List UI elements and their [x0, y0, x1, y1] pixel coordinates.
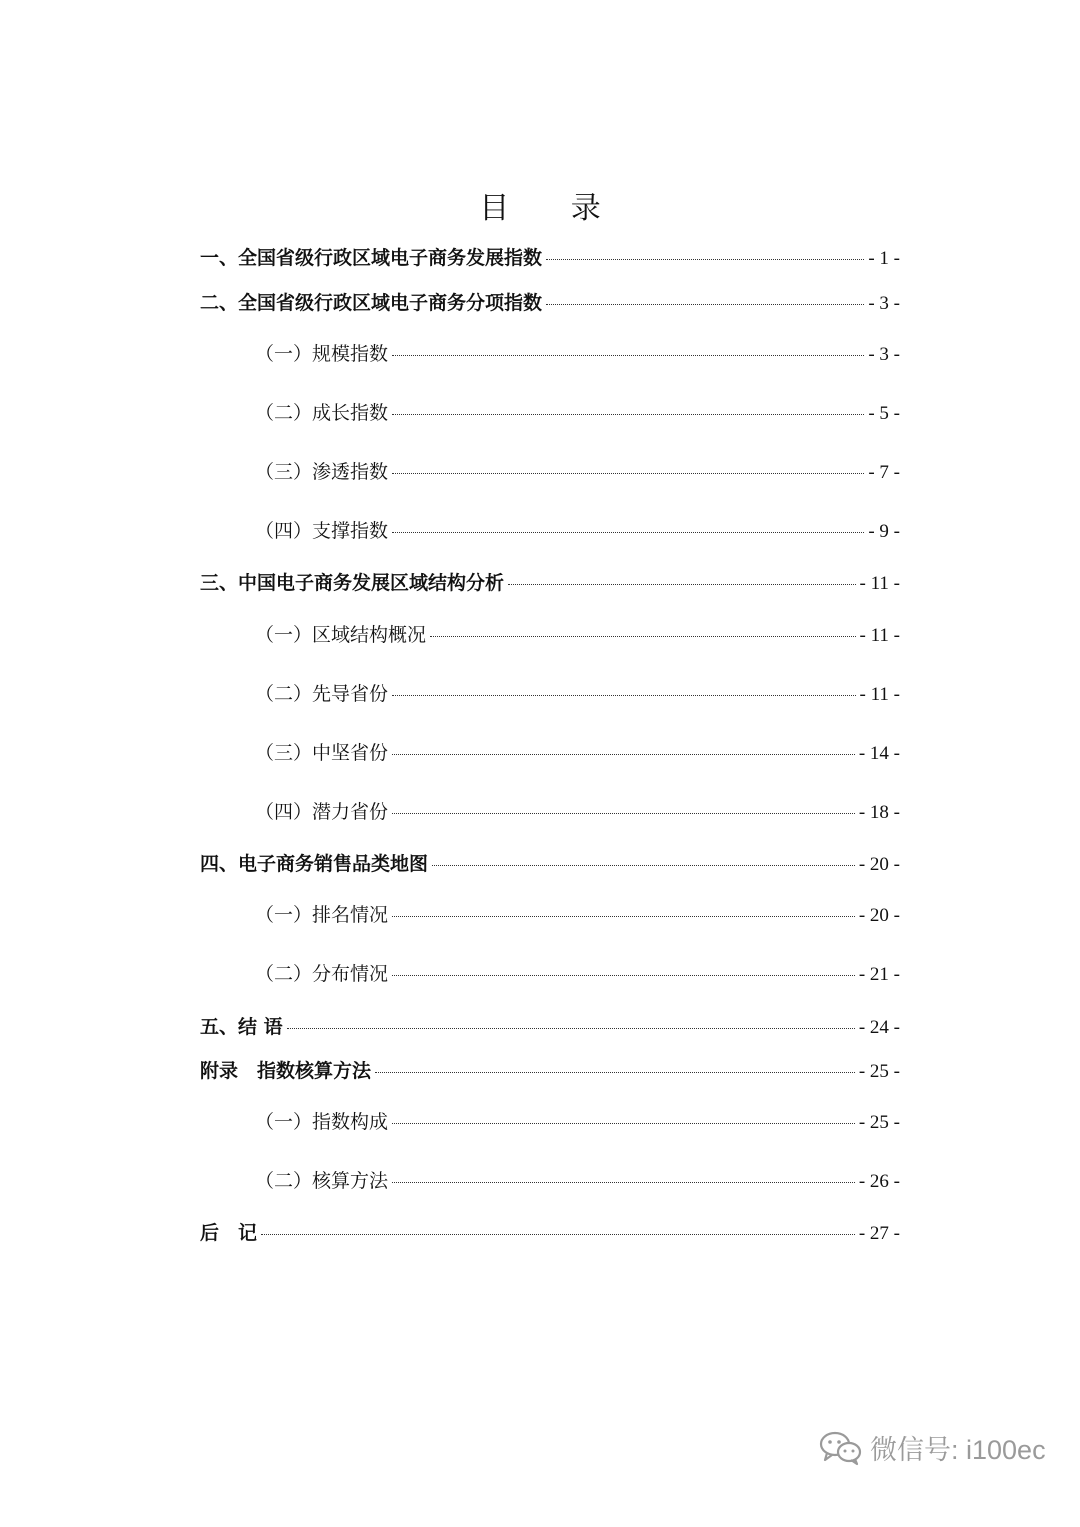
dot-leader [392, 1182, 855, 1183]
watermark-text: 微信号: i100ec [870, 1435, 1046, 1465]
toc-entry-label: （四）支撑指数 [255, 520, 389, 542]
toc-page-number: - 18 - [858, 802, 900, 823]
dot-leader [508, 584, 856, 585]
dot-leader [392, 975, 855, 976]
toc-page-number: - 25 - [858, 1112, 900, 1133]
toc-entry-label: 三、中国电子商务发展区域结构分析 [200, 572, 505, 594]
toc-entry-label: （二）成长指数 [255, 402, 389, 424]
wechat-watermark [818, 1428, 1046, 1467]
toc-entry[interactable] [255, 398, 900, 428]
toc-entry-label: （三）渗透指数 [255, 461, 389, 483]
toc-page-number: - 26 - [858, 1171, 900, 1192]
dot-leader [392, 355, 864, 356]
toc-page-number: - 3 - [868, 293, 900, 314]
dot-leader [546, 304, 864, 305]
page-title: 目 录 [479, 191, 627, 226]
toc-entry[interactable] [255, 738, 900, 768]
toc-entry-label: （三）中坚省份 [255, 742, 389, 764]
dot-leader [392, 754, 855, 755]
toc-entry-label: （一）指数构成 [255, 1111, 389, 1133]
toc-entry[interactable] [255, 679, 900, 709]
dot-leader [392, 813, 855, 814]
toc-entry-label: 后 记 [200, 1222, 258, 1244]
toc-page-number: - 20 - [858, 905, 900, 926]
toc-entry[interactable] [200, 849, 900, 879]
toc-entry-label: 二、全国省级行政区域电子商务分项指数 [200, 292, 543, 314]
toc-entry[interactable] [255, 1107, 900, 1137]
toc-entry[interactable] [255, 797, 900, 827]
toc-entry[interactable] [255, 959, 900, 989]
toc-entry[interactable] [255, 620, 900, 650]
toc-entry-label: 附录 指数核算方法 [200, 1060, 372, 1082]
dot-leader [261, 1234, 855, 1235]
toc-page-number: - 14 - [858, 743, 900, 764]
toc-entry-label: 一、全国省级行政区域电子商务发展指数 [200, 247, 543, 269]
toc-entry[interactable] [200, 243, 900, 273]
toc-page-number: - 24 - [858, 1017, 900, 1038]
toc-page-number: - 20 - [858, 854, 900, 875]
dot-leader [432, 865, 855, 866]
toc-entry-label: （一）区域结构概况 [255, 624, 427, 646]
toc-page-number: - 9 - [868, 521, 900, 542]
toc-entry-label: （二）先导省份 [255, 683, 389, 705]
toc-page-number: - 11 - [859, 684, 900, 705]
toc-entry[interactable] [255, 1166, 900, 1196]
dot-leader [392, 916, 855, 917]
toc-page-number: - 21 - [858, 964, 900, 985]
dot-leader [287, 1028, 855, 1029]
toc-page-number: - 25 - [858, 1061, 900, 1082]
dot-leader [430, 636, 856, 637]
toc-entry-label: 四、电子商务销售品类地图 [200, 853, 429, 875]
toc-entry[interactable] [200, 288, 900, 318]
toc-entry-label: （二）核算方法 [255, 1170, 389, 1192]
toc-page-number: - 7 - [868, 462, 900, 483]
toc-entry-label: （二）分布情况 [255, 963, 389, 985]
toc-page-number: - 11 - [859, 573, 900, 594]
dot-leader [546, 259, 864, 260]
toc-entry[interactable] [200, 1218, 900, 1248]
toc-page-number: - 27 - [858, 1223, 900, 1244]
toc-entry[interactable] [200, 1012, 900, 1042]
toc-entry-label: 五、结 语 [200, 1016, 283, 1038]
toc-entry[interactable] [255, 457, 900, 487]
toc-page-number: - 11 - [859, 625, 900, 646]
wechat-icon [818, 1430, 864, 1466]
dot-leader [375, 1072, 855, 1073]
dot-leader [392, 695, 856, 696]
toc-entry[interactable] [200, 1056, 900, 1086]
dot-leader [392, 532, 864, 533]
toc-entry-label: （一）排名情况 [255, 904, 389, 926]
toc-entry[interactable] [255, 516, 900, 546]
toc-entry-label: （一）规模指数 [255, 343, 389, 365]
toc-entry-label: （四）潜力省份 [255, 801, 389, 823]
dot-leader [392, 1123, 855, 1124]
toc-entry[interactable] [255, 339, 900, 369]
toc-entry[interactable] [255, 900, 900, 930]
toc-page-number: - 5 - [868, 403, 900, 424]
toc-page-number: - 3 - [868, 344, 900, 365]
toc-page-number: - 1 - [868, 248, 900, 269]
dot-leader [392, 414, 864, 415]
dot-leader [392, 473, 864, 474]
toc-entry[interactable] [200, 568, 900, 598]
